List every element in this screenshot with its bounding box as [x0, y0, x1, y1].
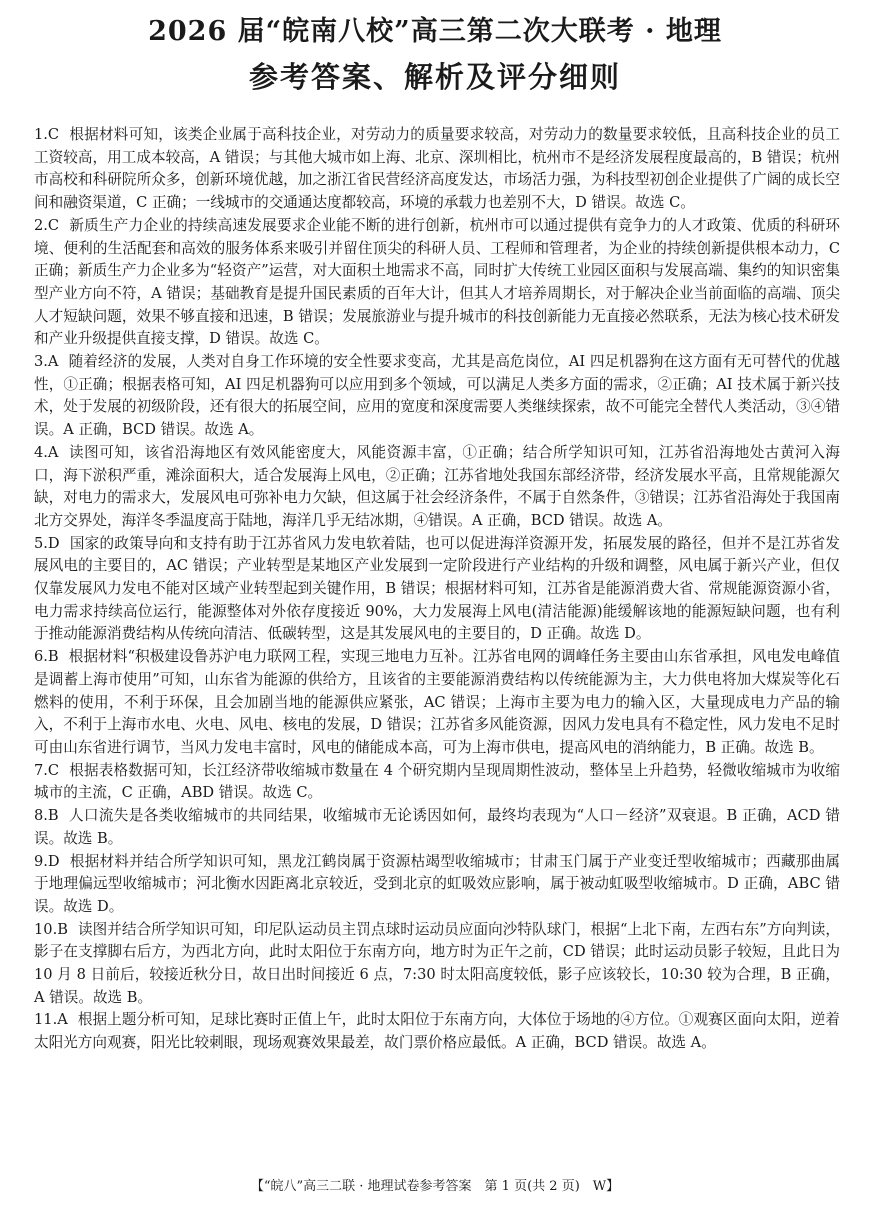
answer-number: 9.D	[34, 852, 60, 870]
answer-item-10	[34, 919, 840, 1010]
answer-explanation: 人口流失是各类收缩城市的共同结果，收缩城市无论诱因如何，最终均表现为“人口－经济”双衰退。B 正确，ACD 错误。故选 B。	[34, 807, 840, 847]
answer-item-4	[34, 442, 840, 533]
answer-number: 4.A	[34, 443, 59, 461]
answer-explanation: 根据材料可知，该类企业属于高科技企业，对劳动力的质量要求较高，对劳动力的数量要求较低，且高科技企业的员工工资较高，用工成本较高，A 错误；与其他大城市如上海、北京、深圳相比，杭州市不是经济发展程度最高的，B 错误；杭州市高校和科研院所众多，创新环境优越，加之浙江省民营经济高度发达，市场活力强，为科技型初创企业提供了广阔的成长空间和融资渠道，C 正确；一线城市的交通通达度都较高，环境的承载力也差别不大，D 错误。故选 C。	[34, 126, 840, 212]
answer-explanation: 国家的政策导向和支持有助于江苏省风力发电软着陆，也可以促进海洋资源开发，拓展发展的路径，但并不是江苏省发展风电的主要目的，AC 错误；产业转型是某地区产业发展到一定阶段进行产业结构的升级和调整，风电属于新兴产业，但仅仅靠发展风力发电不能对区域产业转型起到关键作用，B 错误；根据材料可知，江苏省是能源消费大省、常规能源资源小省，电力需求持续高位运行，能源整体对外依存度接近 90%，大力发展海上风电(清洁能源)能缓解该地的能源短缺问题，也有利于推动能源消费结构从传统向清洁、低碳转型，这是其发展风电的主要目的，D 正确。故选 D。	[34, 534, 840, 643]
answer-number: 11.A	[34, 1011, 68, 1029]
answer-explanation: 根据上题分析可知，足球比赛时正值上午，此时太阳位于东南方向，大体位于场地的④方位。①观赛区面向太阳，逆着太阳光方向观赛，阳光比较刺眼，现场观赛效果最差，故门票价格应最低。A 正确，BCD 错误。故选 A。	[34, 1011, 840, 1052]
answer-explanation: 根据表格数据可知，长江经济带收缩城市数量在 4 个研究期内呈现周期性波动，整体呈上升趋势，轻微收缩城市为收缩城市的主流，C 正确，ABD 错误。故选 C。	[34, 761, 840, 802]
answer-item-1	[34, 124, 840, 215]
answer-item-2	[34, 215, 840, 351]
page-footer: 【“皖八”高三二联 · 地理试卷参考答案 第 1 页(共 2 页) W】	[250, 1179, 620, 1194]
answer-explanation: 随着经济的发展，人类对自身工作环境的安全性要求变高，尤其是高危岗位，AI 四足机器狗在这方面有无可替代的优越性，①正确；根据表格可知，AI 四足机器狗可以应用到多个领域，可以满足人类多方面的需求，②正确；AI 技术属于新兴技术，处于发展的初级阶段，还有很大的拓展空间，应用的宽度和深度需要人类继续探索，故不可能完全替代人类活动，③④错误。A 正确，BCD 错误。故选 A。	[34, 353, 840, 439]
page-title: 2026 届“皖南八校”高三第二次大联考 · 地理	[148, 16, 722, 47]
page-subtitle: 参考答案、解析及评分细则	[248, 60, 621, 94]
answer-item-7	[34, 760, 840, 805]
answer-explanation: 新质生产力企业的持续高速发展要求企业能不断的进行创新，杭州市可以通过提供有竞争力的人才政策、优质的科研环境、便利的生活配套和高效的服务体系来吸引并留住顶尖的科研人员、工程师和管理者，为企业的持续创新提供根本动力，C 正确；新质生产力企业多为“轻资产”运营，对大面积土地需求不高，同时扩大传统工业园区面积与发展高端、集约的知识密集型产业方向不符，A 错误；基础教育是提升国民素质的百年大计，但其人才培养周期长，对于解决企业当前面临的高端、顶尖人才短缺问题，效果不够直接和迅速，B 错误；发展旅游业与提升城市的科技创新能力无直接必然联系，无法为核心技术研发和产业升级提供直接支撑，D 错误。故选 C。	[34, 216, 840, 348]
answer-number: 5.D	[34, 534, 60, 552]
answer-explanation: 读图可知，该省沿海地区有效风能密度大，风能资源丰富，①正确；结合所学知识可知，江苏省沿海地处古黄河入海口，海下淤积严重，滩涂面积大，适合发展海上风电，②正确；江苏省地处我国东部经济带，经济发展水平高，且常规能源欠缺，对电力的需求大，发展风电可弥补电力欠缺，但这属于社会经济条件，不属于自然条件，③错误；江苏省沿海处于我国南北方交界处，海洋冬季温度高于陆地，海洋几乎无结冰期，④错误。A 正确，BCD 错误。故选 A。	[34, 443, 840, 529]
answer-number: 2.C	[34, 216, 60, 234]
answer-number: 8.B	[34, 807, 59, 825]
answer-number: 6.B	[34, 648, 59, 666]
answer-item-3	[34, 351, 840, 442]
answer-explanation: 读图并结合所学知识可知，印尼队运动员主罚点球时运动员应面向沙特队球门，根据“上北下南，左西右东”方向判读，影子在支撑脚右后方，为西北方向，此时太阳位于东南方向，地方时为正午之前，CD 错误；此时运动员影子较短，且此日为 10 月 8 日前后，较接近秋分日，故日出时间接近 6 点，7:30 时太阳高度较低，影子应该较长，10:30 较为合理，B 正确，A 错误。故选 B。	[34, 920, 840, 1006]
answer-explanation: 根据材料“积极建设鲁苏沪电力联网工程，实现三地电力互补。江苏省电网的调峰任务主要由山东省承担，风电发电峰值是调蓄上海市使用”可知，山东省为能源的供给方，且该省的主要能源消费结构以传统能源为主，大力供电将加大煤炭等化石燃料的使用，不利于环保，且会加剧当地的能源供应紧张，AC 错误；上海市主要为电力的输入区，大量现成电力产品的输入，不利于上海市水电、火电、风电、核电的发展，D 错误；江苏省多风能资源，因风力发电具有不稳定性，风力发电不足时可由山东省进行调节，当风力发电丰富时，风电的储能成本高，可为上海市供电，提高风电的消纳能力，B 正确。故选 B。	[34, 648, 840, 756]
answer-number: 7.C	[34, 761, 60, 779]
answer-item-5	[34, 533, 840, 647]
answer-explanation: 根据材料并结合所学知识可知，黑龙江鹤岗属于资源枯竭型收缩城市；甘肃玉门属于产业变迁型收缩城市；西藏那曲属于地理偏远型收缩城市；河北衡水因距离北京较近，受到北京的虹吸效应影响，属于被动虹吸型收缩城市。D 正确，ABC 错误。故选 D。	[34, 852, 840, 915]
answer-number: 3.A	[34, 353, 59, 371]
answer-number: 10.B	[34, 920, 68, 938]
answer-item-6	[34, 646, 840, 760]
answer-number: 1.C	[34, 126, 60, 143]
answer-item-8	[34, 805, 840, 850]
answer-list	[34, 124, 840, 1055]
answer-item-9	[34, 851, 840, 919]
answer-item-11	[34, 1009, 840, 1054]
